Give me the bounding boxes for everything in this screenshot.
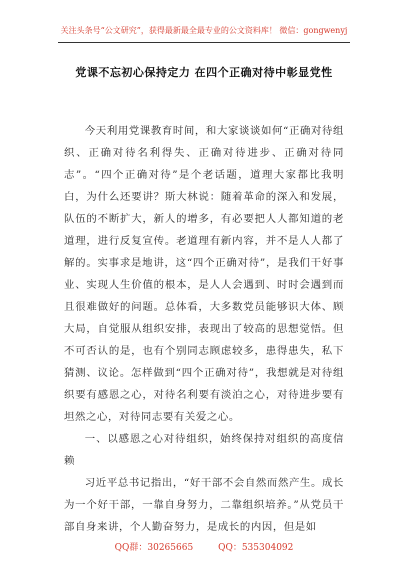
footer-qq-group: QQ群：30265665 <box>114 543 194 553</box>
header-note: 关注头条号“公文研究”，获得最新最全最专业的公文资料库！ 微信：gongwenyj <box>60 26 348 35</box>
footer-contact <box>0 540 408 553</box>
header-divider <box>58 42 350 43</box>
paragraph-quote: 习近平总书记指出，“好干部不会自然而然产生。成长为一个好干部，一靠自身努力，二靠组织培养。”从党员干部自身来讲，个人勤奋努力，是成长的内因，但是如 <box>64 477 344 533</box>
paragraph-intro: 今天利用党课教育时间，和大家谈谈如何“正确对待组织、正确对待名利得失、正确对待进步、正确对待同志”。“四个正确对待”是个老话题，道理大家都比我明白，为什么还要讲？斯大林说：随着革命的深入和发展，队伍的不断扩大，新人的增多，有必要把人人都知道的老道理，进行反复宣传。老道理有新内容，并不是人人都了解的。实事求是地讲，这“四个正确对待”，是我们干好事业、实现人生价值的根本，是人人会遇到、时时会遇到而且很难做好的问题。总体看，大多数党员能够识大体、顾大局，自觉服从组织安排，表现出了较高的思想觉悟。但不可否认的是，也有个别同志顾虑较多，患得患失，私下猜测、议论。怎样做到“四个正确对待”，我想就是对待组织要有感恩之心，对待名利要有淡泊之心，对待进步要有坦然之心，对待同志要有关爱之心。 <box>64 125 344 423</box>
document-body <box>64 120 344 538</box>
document-title: 党课不忘初心保持定力 在四个正确对待中彰显党性 <box>75 66 333 79</box>
footer-qq: QQ：535304092 <box>218 543 294 553</box>
paragraph-section-heading: 一、以感恩之心对待组织，始终保持对组织的高度信赖 <box>64 433 344 467</box>
